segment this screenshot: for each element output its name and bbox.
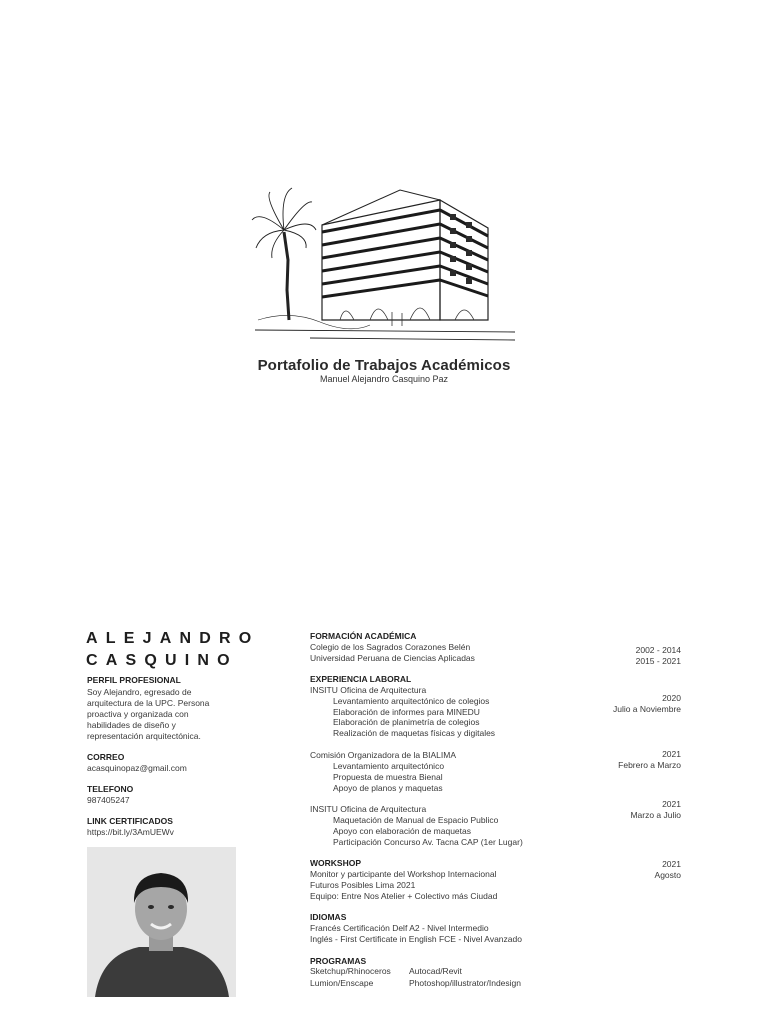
formacion-date: 2002 - 2014 [635,645,681,655]
workshop-line: Monitor y participante del Workshop Internacional [310,869,497,879]
job-org: INSITU Oficina de Arquitectura [310,804,427,814]
idioma-line: Inglés - First Certificate in English FCE - Nivel Avanzado [310,934,522,944]
job-org: INSITU Oficina de Arquitectura [310,685,427,695]
job-org: Comisión Organizadora de la BIALIMA [310,750,456,760]
idiomas-heading: IDIOMAS [310,912,347,922]
programa-item: Autocad/Revit [409,966,462,976]
perfil-heading: PERFIL PROFESIONAL [87,675,181,685]
job-task: Realización de maquetas físicas y digitales [333,728,496,738]
experiencia-heading: EXPERIENCIA LABORAL [310,674,412,684]
workshop-line: Equipo: Entre Nos Atelier + Colectivo más Ciudad [310,891,498,901]
perfil-line: habilidades de diseño y [87,720,176,730]
phone-number: 987405247 [87,795,130,805]
correo-heading: CORREO [87,752,125,762]
job-task: Participación Concurso Av. Tacna CAP (1er Lugar) [333,837,523,847]
programa-item: Sketchup/Rhinoceros [310,966,391,976]
perfil-line: proactiva y organizada con [87,709,189,719]
person-portrait-icon [87,847,236,997]
job-task: Levantamiento arquitectónico de colegios [333,696,490,706]
job-task: Elaboración de planimetría de colegios [333,717,480,727]
job-task: Apoyo con elaboración de maquetas [333,826,471,836]
telefono-heading: TELEFONO [87,784,134,794]
workshop-period: Agosto [654,870,681,880]
perfil-line: arquitectura de la UPC. Persona [87,698,210,708]
perfil-line: representación arquitectónica. [87,731,201,741]
first-name: ALEJANDRO [86,630,260,647]
programas-heading: PROGRAMAS [310,956,367,966]
link-heading: LINK CERTIFICADOS [87,816,173,826]
formacion-date: 2015 - 2021 [635,656,681,666]
job-year: 2020 [662,693,681,703]
job-task: Levantamiento arquitectónico [333,761,445,771]
job-task: Apoyo de planos y maquetas [333,783,443,793]
job-period: Julio a Noviembre [612,704,681,714]
job-task: Maquetación de Manual de Espacio Publico [333,815,499,825]
job-task: Propuesta de muestra Bienal [333,772,443,782]
email-link[interactable]: acasquinopaz@gmail.com [87,763,187,773]
idioma-line: Francés Certificación Delf A2 - Nivel Intermedio [310,923,489,933]
portfolio-title: Portafolio de Trabajos Académicos [257,357,511,374]
job-period: Febrero a Marzo [618,760,681,770]
programa-item: Lumion/Enscape [310,978,374,988]
formacion-item: Universidad Peruana de Ciencias Aplicadas [310,653,475,663]
formacion-heading: FORMACIÓN ACADÉMICA [310,631,417,641]
last-name: CASQUINO [86,652,238,669]
job-task: Elaboración de informes para MINEDU [333,707,480,717]
workshop-year: 2021 [662,859,681,869]
certificates-link[interactable]: https://bit.ly/3AmUEWv [87,827,174,837]
perfil-line: Soy Alejandro, egresado de [87,687,192,697]
job-period: Marzo a Julio [630,810,681,820]
workshop-line: Futuros Posibles Lima 2021 [310,880,416,890]
workshop-heading: WORKSHOP [310,858,361,868]
programa-item: Photoshop/illustrator/Indesign [409,978,521,988]
profile-photo [87,847,236,997]
job-year: 2021 [662,749,681,759]
job-year: 2021 [662,799,681,809]
portfolio-author: Manuel Alejandro Casquino Paz [319,374,449,384]
building-sketch-illustration [250,170,518,350]
formacion-item: Colegio de los Sagrados Corazones Belén [310,642,471,652]
